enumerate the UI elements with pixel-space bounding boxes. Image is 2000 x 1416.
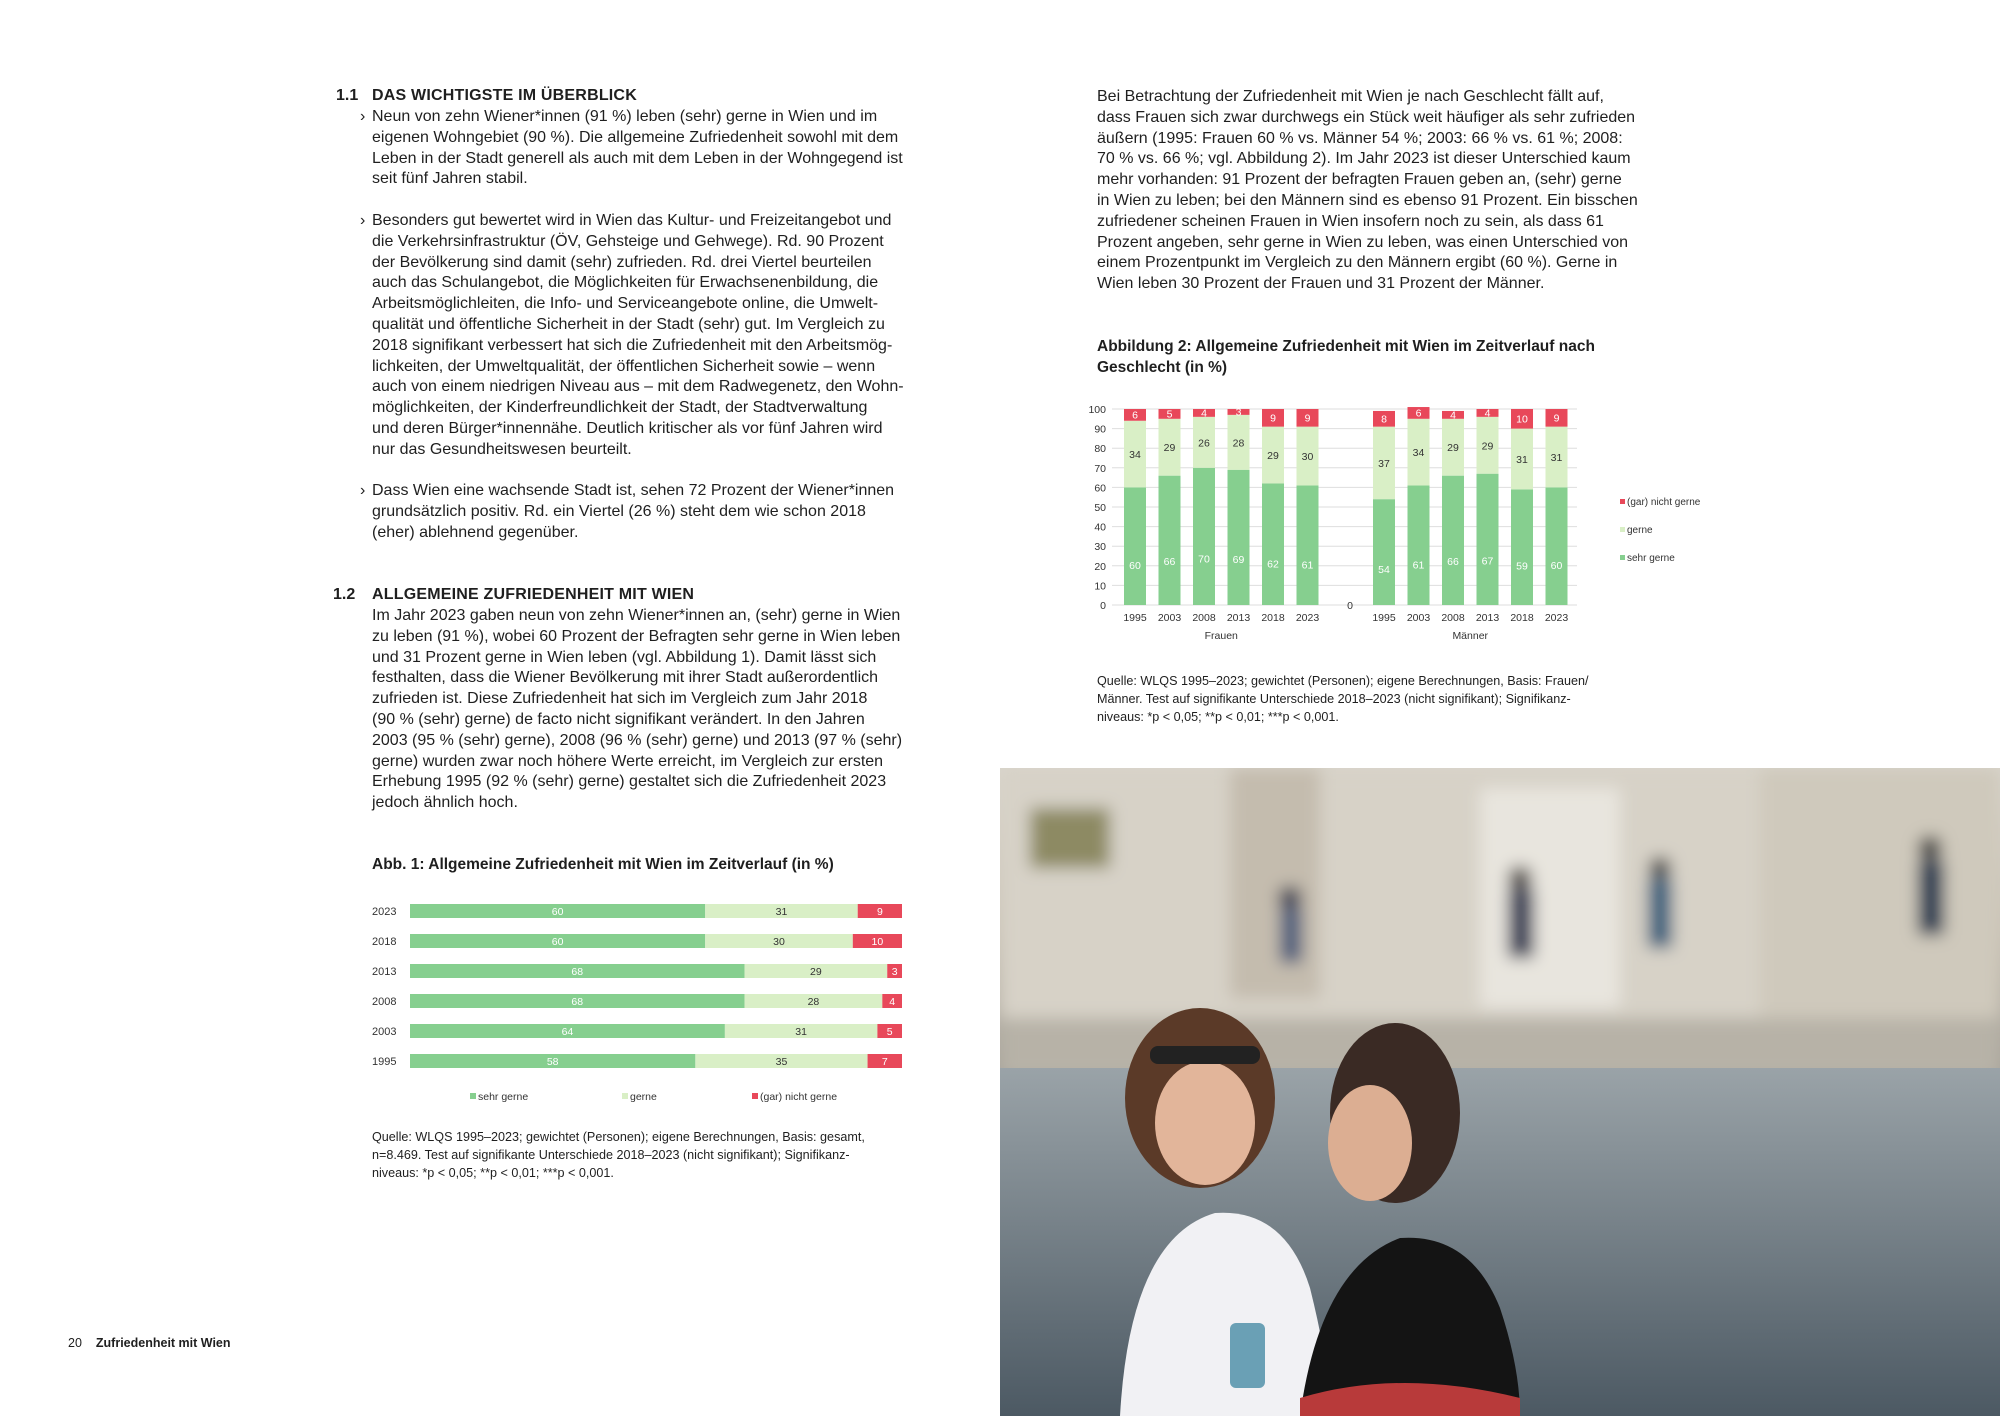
source-line: niveaus: *p < 0,05; **p < 0,01; ***p < 0,001.: [1097, 710, 1339, 724]
fig2-x-tick: 1995: [1123, 612, 1147, 624]
text-line: Neun von zehn Wiener*innen (91 %) leben (sehr) gerne in Wien und im: [372, 108, 878, 125]
fig2-y-tick: 30: [1094, 541, 1106, 554]
text-line: zu leben (91 %), wobei 60 Prozent der Befragten sehr gerne in Wien leben: [372, 627, 901, 645]
fig2-legend-swatch: [1620, 555, 1625, 560]
bullet-marker: ›: [360, 108, 366, 125]
fig2-bar-value: 8: [1381, 413, 1387, 426]
fig2-y-tick: 60: [1094, 482, 1106, 495]
fig2-bar-value: 34: [1129, 449, 1141, 462]
fig2-bar-value: 70: [1198, 553, 1210, 566]
text-line: Wien leben 30 Prozent der Frauen und 31 Prozent der Männer.: [1097, 275, 1545, 293]
fig2-y-tick: 70: [1094, 462, 1106, 475]
fig2-bar-segment: [1477, 474, 1499, 605]
fig2-bar-value: 10: [1516, 413, 1528, 426]
fig1-bar-value: 68: [571, 996, 584, 1008]
photo-women-phone: [1000, 768, 2000, 1416]
fig2-y-tick: 40: [1094, 521, 1106, 534]
text-line: Prozent angeben, sehr gerne in Wien zu leben, was einen Unterschied von: [1097, 233, 1628, 251]
page-number: 20: [68, 1336, 82, 1350]
overview-bullet-3: [360, 481, 912, 543]
text-line: eigenen Wohngebiet (90 %). Die allgemeine Zufriedenheit sowohl mit dem: [372, 128, 899, 146]
fig1-bar-value: 31: [775, 906, 788, 918]
fig2-bar-value: 60: [1129, 560, 1141, 573]
fig2-bar-value: 9: [1553, 412, 1560, 425]
fig2-legend-label: sehr gerne: [1627, 553, 1675, 564]
text-line: einem Prozentpunkt im Vergleich zu den Männern ergibt (60 %). Gerne in: [1097, 254, 1618, 272]
footer-title: Zufriedenheit mit Wien: [95, 1336, 231, 1350]
section-heading-satisfaction: ALLGEMEINE ZUFRIEDENHEIT MIT WIEN: [372, 586, 695, 603]
fig2-legend-label: (gar) nicht gerne: [1627, 497, 1701, 508]
fig1-legend-label: (gar) nicht gerne: [760, 1091, 838, 1103]
text-line: und deren Bürger*innennähe. Deutlich kritischer als vor fünf Jahren wird: [372, 419, 883, 437]
fig2-bar-segment: [1159, 476, 1181, 605]
fig1-bar-value: 7: [881, 1056, 888, 1068]
text-line: grundsätzlich positiv. Rd. ein Viertel (26 %) steht dem wie schon 2018: [372, 502, 866, 520]
fig1-category-label: 2013: [372, 966, 397, 978]
source-line: n=8.469. Test auf signifikante Unterschiede 2018–2023 (nicht signifikant); Signifikanz-: [372, 1148, 850, 1162]
fig2-bar-segment: [1373, 499, 1395, 605]
text-line: 70 % vs. 66 %; vgl. Abbildung 2). Im Jahr 2023 ist dieser Unterschied kaum: [1097, 150, 1631, 168]
fig2-bar-value: 28: [1232, 437, 1245, 450]
text-line: seit fünf Jahren stabil.: [372, 170, 528, 188]
fig2-group-label: Frauen: [1204, 630, 1238, 642]
fig1-bar-value: 3: [891, 966, 898, 978]
section-number-1-1: 1.1: [336, 87, 359, 104]
fig2-bar-value: 37: [1378, 457, 1390, 470]
fig2-bar-value: 9: [1304, 412, 1311, 425]
text-line: zufriedener scheinen Frauen in Wien insofern noch zu sein, als dass 61: [1097, 212, 1604, 230]
fig2-bar-value: 9: [1270, 412, 1276, 425]
fig2-bar-value: 3: [1235, 406, 1242, 419]
text-line: 2003 (95 % (sehr) gerne), 2008 (96 % (sehr) gerne) und 2013 (97 % (sehr): [372, 731, 903, 749]
fig1-bar-value: 29: [810, 966, 822, 978]
fig1-bar-value: 5: [886, 1026, 893, 1038]
fig2-bar-segment: [1262, 483, 1284, 605]
fig2-title: [1097, 336, 1595, 378]
fig2-bar-value: 29: [1163, 442, 1176, 455]
text-line: Bei Betrachtung der Zufriedenheit mit Wien je nach Geschlecht fällt auf,: [1097, 88, 1604, 105]
overview-bullet-1: [360, 107, 912, 190]
fig2-bar-value: 34: [1412, 447, 1425, 460]
text-line: Leben in der Stadt generell als auch mit dem Leben in der Wohngegend ist: [372, 149, 903, 167]
fig2-bar-segment: [1124, 487, 1146, 605]
fig1-bar-value: 60: [551, 936, 564, 948]
fig2-bar-segment: [1228, 470, 1250, 605]
fig1-legend-swatch: [752, 1093, 758, 1099]
fig2-bar-segment: [1408, 485, 1430, 605]
fig2-bar-value: 66: [1163, 556, 1176, 569]
text-line: lichkeiten, der Umweltqualität, der öffentlichen Sicherheit sowie – wenn: [372, 357, 876, 375]
text-line: Besonders gut bewertet wird in Wien das Kultur- und Freizeitangebot und: [372, 212, 892, 229]
fig1-category-label: 2023: [372, 906, 397, 918]
fig2-bar-value: 6: [1415, 407, 1422, 420]
source-line: Quelle: WLQS 1995–2023; gewichtet (Personen); eigene Berechnungen, Basis: gesamt,: [372, 1130, 865, 1144]
fig2-bar-value: 4: [1484, 407, 1491, 420]
fig2-bar-segment: [1442, 476, 1464, 605]
text-line: Dass Wien eine wachsende Stadt ist, sehen 72 Prozent der Wiener*innen: [372, 482, 895, 499]
text-line: zufrieden ist. Diese Zufriedenheit hat sich im Vergleich zum Jahr 2018: [372, 690, 868, 708]
fig1-bar-value: 28: [807, 996, 820, 1008]
text-line: Erhebung 1995 (92 % (sehr) gerne) gestaltet sich die Zufriedenheit 2023: [372, 773, 887, 791]
fig2-bar-segment: [1511, 489, 1533, 605]
text-line: auch von einem niedrigen Niveau aus – mit dem Radwegenetz, den Wohn-: [372, 378, 904, 396]
fig2-bar-value: 29: [1481, 440, 1494, 453]
fig1-bar-value: 4: [889, 996, 896, 1008]
overview-bullet-2: [360, 211, 912, 461]
fig2-x-tick: 2008: [1441, 612, 1465, 624]
fig2-x-tick: 2013: [1226, 612, 1251, 624]
text-line: (90 % (sehr) gerne) de facto nicht signifikant verändert. In den Jahren: [372, 710, 865, 728]
fig2-y-tick: 90: [1094, 423, 1106, 436]
fig2-bar-value: 5: [1166, 408, 1173, 421]
fig2-bar-value: 54: [1378, 564, 1390, 577]
fig2-x-tick: 2008: [1192, 612, 1216, 624]
fig1-bar-value: 10: [871, 936, 884, 948]
text-line: nur das Gesundheitswesen beurteilt.: [372, 440, 632, 458]
fig2-bar-value: 31: [1516, 453, 1528, 466]
fig2-bar-value: 61: [1412, 559, 1425, 572]
fig2-x-tick: 2003: [1157, 612, 1182, 624]
fig2-separator-label: 0: [1347, 600, 1353, 612]
fig2-x-tick: 2013: [1475, 612, 1500, 624]
text-line: (eher) ablehnend gegenüber.: [372, 523, 579, 541]
fig2-bar-segment: [1546, 487, 1568, 605]
fig2-bar-value: 26: [1198, 437, 1210, 450]
fig1-legend-swatch: [470, 1093, 476, 1099]
page-footer: [68, 1336, 231, 1350]
fig2-bar-value: 29: [1267, 450, 1279, 463]
fig1-bar-value: 68: [571, 966, 584, 978]
fig2-group-label: Männer: [1452, 630, 1489, 642]
fig1-chart: [360, 890, 920, 1110]
fig2-bar-value: 4: [1450, 409, 1456, 422]
fig1-bar-value: 58: [546, 1056, 559, 1068]
satisfaction-paragraph: [372, 606, 917, 814]
fig2-bar-value: 31: [1550, 452, 1563, 465]
fig1-bar-value: 9: [876, 906, 883, 918]
fig2-chart: [1080, 395, 1720, 655]
text-line: der Bevölkerung sind damit (sehr) zufrieden. Rd. drei Viertel beurteilen: [372, 253, 872, 271]
fig1-bar-value: 31: [795, 1026, 807, 1038]
bullet-marker: ›: [360, 212, 366, 229]
fig2-x-tick: 2023: [1544, 612, 1569, 624]
fig1-legend-label: sehr gerne: [478, 1091, 529, 1103]
fig1-source: [372, 1128, 865, 1182]
title-line: Geschlecht (in %): [1097, 359, 1228, 376]
text-line: auch das Schulangebot, die Möglichkeiten für Erwachsenenbildung, die: [372, 274, 879, 292]
fig1-title: Abb. 1: Allgemeine Zufriedenheit mit Wien im Zeitverlauf (in %): [372, 856, 834, 873]
fig2-x-tick: 2003: [1406, 612, 1431, 624]
fig2-bar-segment: [1297, 485, 1319, 605]
text-line: Arbeitsmöglichleiten, die Info- und Serviceangebote online, die Umwelt-: [372, 295, 879, 313]
text-line: 2018 signifikant verbessert hat sich die Zufriedenheit mit den Arbeitsmög-: [372, 336, 893, 354]
fig2-bar-value: 6: [1132, 409, 1138, 422]
fig1-bar-value: 35: [775, 1056, 788, 1068]
text-line: die Verkehrsinfrastruktur (ÖV, Gehsteige und Gehwege). Rd. 90 Prozent: [372, 232, 884, 250]
fig2-bar-value: 67: [1481, 555, 1494, 568]
fig1-category-label: 2008: [372, 996, 397, 1008]
text-line: jedoch ähnlich hoch.: [372, 794, 518, 812]
section-number-1-2: 1.2: [333, 586, 356, 603]
fig2-y-tick: 0: [1100, 600, 1106, 612]
source-line: Männer. Test auf signifikante Unterschiede 2018–2023 (nicht signifikant); Signifikanz-: [1097, 692, 1571, 706]
fig2-bar-value: 30: [1301, 451, 1314, 464]
fig2-x-tick: 1995: [1372, 612, 1396, 624]
fig2-y-tick: 100: [1088, 404, 1106, 416]
photo-illustration: [1000, 768, 2000, 1416]
fig2-bar-value: 62: [1267, 558, 1279, 571]
fig2-legend-label: gerne: [1627, 525, 1653, 536]
title-line: Abbildung 2: Allgemeine Zufriedenheit mit Wien im Zeitverlauf nach: [1097, 338, 1595, 355]
section-heading-overview: DAS WICHTIGSTE IM ÜBERBLICK: [372, 87, 637, 104]
fig2-bar-segment: [1193, 468, 1215, 605]
fig1-category-label: 2018: [372, 936, 397, 948]
fig2-source: [1097, 672, 1588, 726]
fig2-bar-value: 4: [1201, 407, 1207, 420]
fig2-y-tick: 10: [1094, 580, 1106, 593]
fig2-bar-value: 60: [1550, 560, 1563, 573]
fig2-bar-value: 66: [1447, 556, 1459, 569]
fig2-x-tick: 2018: [1510, 612, 1534, 624]
fig2-legend-swatch: [1620, 499, 1625, 504]
fig2-bar-value: 69: [1232, 554, 1245, 567]
fig1-bar-value: 30: [773, 936, 785, 948]
fig2-bar-value: 29: [1447, 442, 1459, 455]
fig1-legend-label: gerne: [630, 1091, 657, 1103]
fig1-bar-value: 64: [561, 1026, 574, 1038]
text-line: Im Jahr 2023 gaben neun von zehn Wiener*innen an, (sehr) gerne in Wien: [372, 607, 901, 624]
fig2-x-tick: 2023: [1295, 612, 1320, 624]
fig2-x-tick: 2018: [1261, 612, 1285, 624]
fig2-y-tick: 50: [1094, 502, 1106, 514]
bullet-marker: ›: [360, 482, 366, 499]
text-line: in Wien zu leben; bei den Männern sind es ebenso 91 Prozent. Ein bisschen: [1097, 191, 1638, 209]
fig2-bar-value: 61: [1301, 559, 1314, 572]
text-line: mehr vorhanden: 91 Prozent der befragten Frauen geben an, (sehr) gerne: [1097, 171, 1622, 189]
text-line: und 31 Prozent gerne in Wien leben (vgl. Abbildung 1). Damit lässt sich: [372, 648, 877, 666]
source-line: Quelle: WLQS 1995–2023; gewichtet (Personen); eigene Berechnungen, Basis: Frauen/: [1097, 674, 1589, 688]
text-line: möglichkeiten, der Kinderfreundlichkeit der Stadt, der Stadtverwaltung: [372, 399, 868, 417]
text-line: festhalten, dass die Wiener Bevölkerung mit ihrer Stadt außerordentlich: [372, 669, 879, 687]
text-line: qualität und öffentliche Sicherheit in der Stadt (sehr) gut. Im Vergleich zu: [372, 315, 885, 333]
fig1-category-label: 2003: [372, 1026, 397, 1038]
source-line: niveaus: *p < 0,05; **p < 0,01; ***p < 0,001.: [372, 1166, 614, 1180]
text-line: äußern (1995: Frauen 60 % vs. Männer 54 %; 2003: 66 % vs. 61 %; 2008:: [1097, 129, 1623, 147]
fig1-legend-swatch: [622, 1093, 628, 1099]
fig2-y-tick: 80: [1094, 443, 1106, 456]
fig2-y-tick: 20: [1094, 560, 1106, 573]
fig2-legend-swatch: [1620, 527, 1625, 532]
text-line: dass Frauen sich zwar durchwegs ein Stück weit häufiger als sehr zufrieden: [1097, 108, 1636, 126]
fig1-bar-value: 60: [551, 906, 564, 918]
gender-paragraph: [1097, 87, 1657, 295]
fig2-bar-value: 59: [1516, 560, 1528, 573]
text-line: gerne) wurden zwar noch höhere Werte erreicht, im Vergleich zur ersten: [372, 752, 884, 770]
fig1-category-label: 1995: [372, 1056, 397, 1068]
